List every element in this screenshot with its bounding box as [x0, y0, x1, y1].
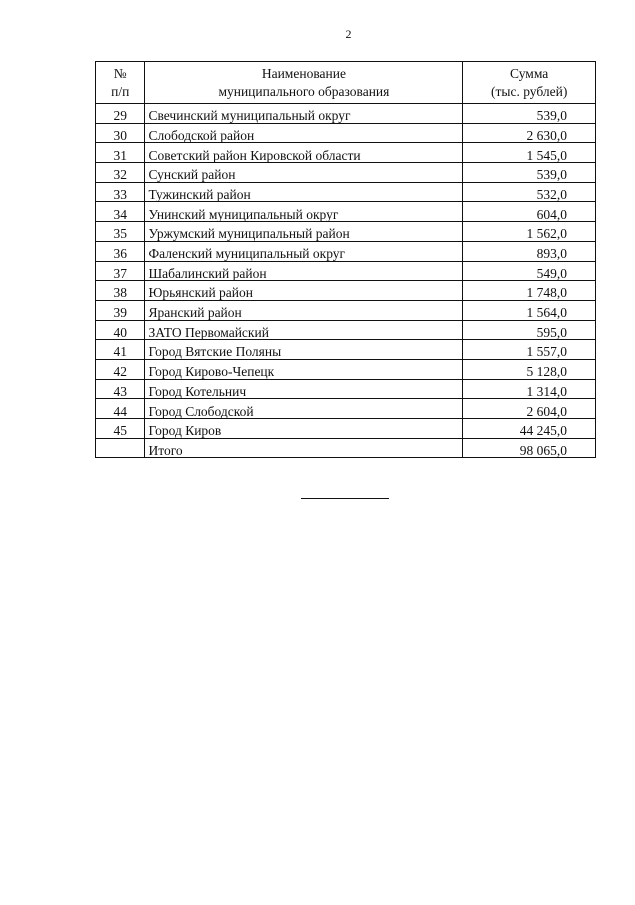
- row-municipality-name: Тужинский район: [145, 182, 463, 202]
- row-sum: 1 314,0: [463, 379, 596, 399]
- table-row: [96, 163, 596, 183]
- row-sum: 2 604,0: [463, 399, 596, 419]
- row-municipality-name: ЗАТО Первомайский: [145, 320, 463, 340]
- row-sum: 604,0: [463, 202, 596, 222]
- table-row: [96, 261, 596, 281]
- table-row: [96, 241, 596, 261]
- table-row: [96, 202, 596, 222]
- row-sum: 2 630,0: [463, 123, 596, 143]
- row-municipality-name: Унинский муниципальный округ: [145, 202, 463, 222]
- row-municipality-name: Город Слободской: [145, 399, 463, 419]
- row-number: 44: [96, 399, 145, 419]
- table-header-row: [96, 62, 596, 104]
- row-sum: 893,0: [463, 241, 596, 261]
- row-number: 41: [96, 340, 145, 360]
- row-municipality-name: Город Кирово-Чепецк: [145, 359, 463, 379]
- table-row: [96, 399, 596, 419]
- row-municipality-name: Свечинский муниципальный округ: [145, 104, 463, 124]
- row-number: 33: [96, 182, 145, 202]
- row-number: 31: [96, 143, 145, 163]
- row-municipality-name: Советский район Кировской области: [145, 143, 463, 163]
- table-header: [96, 62, 596, 104]
- row-sum: 44 245,0: [463, 419, 596, 439]
- table-row: [96, 281, 596, 301]
- row-number: 36: [96, 241, 145, 261]
- row-sum: 539,0: [463, 104, 596, 124]
- header-sum-line2: (тыс. рублей): [491, 83, 568, 99]
- row-sum: 98 065,0: [463, 438, 596, 458]
- row-municipality-name: Город Котельнич: [145, 379, 463, 399]
- table-row: [96, 300, 596, 320]
- row-municipality-name: Сунский район: [145, 163, 463, 183]
- row-municipality-name: Фаленский муниципальный округ: [145, 241, 463, 261]
- header-num-line2: п/п: [111, 83, 130, 99]
- row-sum: 1 557,0: [463, 340, 596, 360]
- row-municipality-name: Город Киров: [145, 419, 463, 439]
- row-municipality-name: Слободской район: [145, 123, 463, 143]
- row-sum: 1 562,0: [463, 222, 596, 242]
- table-row: [96, 123, 596, 143]
- row-sum: 595,0: [463, 320, 596, 340]
- row-number: 37: [96, 261, 145, 281]
- table-body: [96, 104, 596, 458]
- header-name-line1: Наименование: [261, 65, 346, 81]
- row-municipality-name: Уржумский муниципальный район: [145, 222, 463, 242]
- row-municipality-name: Юрьянский район: [145, 281, 463, 301]
- table-row: [96, 419, 596, 439]
- table-row: [96, 359, 596, 379]
- row-number: 39: [96, 300, 145, 320]
- total-row: [96, 438, 596, 458]
- header-num: [96, 62, 145, 104]
- row-number: 38: [96, 281, 145, 301]
- table-row: [96, 104, 596, 124]
- row-sum: 1 545,0: [463, 143, 596, 163]
- row-number: 30: [96, 123, 145, 143]
- closing-divider-line: [301, 498, 389, 499]
- row-number: 35: [96, 222, 145, 242]
- row-number: 32: [96, 163, 145, 183]
- municipal-sum-table: [95, 61, 596, 458]
- table-row: [96, 143, 596, 163]
- row-sum: 549,0: [463, 261, 596, 281]
- row-number: 34: [96, 202, 145, 222]
- row-number: 45: [96, 419, 145, 439]
- row-number: [96, 438, 145, 458]
- row-municipality-name: Итого: [145, 438, 463, 458]
- header-sum: [463, 62, 596, 104]
- row-number: 40: [96, 320, 145, 340]
- row-municipality-name: Город Вятские Поляны: [145, 340, 463, 360]
- row-sum: 539,0: [463, 163, 596, 183]
- row-number: 29: [96, 104, 145, 124]
- table-row: [96, 340, 596, 360]
- header-sum-line1: Сумма: [510, 65, 549, 81]
- header-name: [145, 62, 463, 104]
- table-row: [96, 222, 596, 242]
- header-name-line2: муниципального образования: [218, 83, 390, 99]
- row-sum: 5 128,0: [463, 359, 596, 379]
- row-number: 42: [96, 359, 145, 379]
- row-sum: 532,0: [463, 182, 596, 202]
- header-num-line1: №: [113, 65, 127, 81]
- row-sum: 1 748,0: [463, 281, 596, 301]
- table-row: [96, 379, 596, 399]
- row-municipality-name: Яранский район: [145, 300, 463, 320]
- page-number: 2: [345, 27, 352, 41]
- table-row: [96, 320, 596, 340]
- row-sum: 1 564,0: [463, 300, 596, 320]
- row-number: 43: [96, 379, 145, 399]
- table-row: [96, 182, 596, 202]
- row-municipality-name: Шабалинский район: [145, 261, 463, 281]
